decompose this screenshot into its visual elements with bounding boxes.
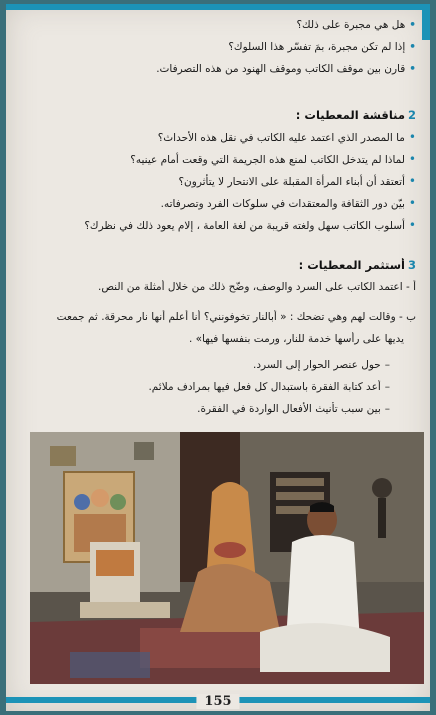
text-line: يديها على رأسها خدمة للنار، ورمت بنفسها فيها» . [188, 333, 404, 345]
text-line: •لماذا لم يتدخل الكاتب لمنع هذه الجريمة التي وقعت أمام عينيه؟ [130, 152, 416, 166]
photo-scene [30, 432, 424, 684]
text-line: •هل هي مجبرة على ذلك؟ [296, 19, 416, 31]
text-line: •قارن بين موقف الكاتب وموقف الهنود من هذه التصرفات. [156, 63, 416, 75]
text-line: ب - وقالت لهم وهي تضحك : « أبالنار تخوفونني؟ أنا أعلم أنها نار محرقة. ثم جمعت [56, 311, 416, 323]
top-border [6, 4, 430, 10]
section-heading-discuss: 2مناقشة المعطيات : [295, 108, 416, 122]
page-number: 155 [196, 694, 239, 709]
text-line: •أسلوب الكاتب سهل ولغته قريبة من لغة العامة ، إلام يعود ذلك في نظرك؟ [84, 218, 416, 232]
text-line: –بين سبب تأنيث الأفعال الواردة في الفقرة. [197, 403, 390, 415]
text-line: •بيّن دور الثقافة والمعتقدات في سلوكات الفرد وتصرفاته. [160, 196, 416, 210]
section-heading-invest: 3أستثمر المعطيات : [298, 258, 416, 272]
text-line: –أعد كتابة الفقرة باستبدال كل فعل فيها بمرادف ملائم. [148, 381, 390, 393]
textbook-page [6, 4, 430, 711]
text-line: •ما المصدر الذي اعتمد عليه الكاتب في نقل هذه الأحداث؟ [157, 130, 416, 144]
page-footer [6, 685, 430, 711]
illustration-photo [30, 432, 424, 684]
text-line: •إذا لم تكن مجبرة، بمَ تفسّر هذا السلوك؟ [228, 41, 416, 53]
text-line: •أتعتقد أن أبناء المرأة المقبلة على الانتحار لا يتأثرون؟ [178, 174, 416, 188]
page-edge-tab [422, 10, 430, 40]
text-line: أ - اعتمد الكاتب على السرد والوصف، وضّح ذلك من خلال أمثلة من النص. [97, 281, 416, 293]
text-line: –حول عنصر الحوار إلى السرد. [253, 359, 390, 371]
